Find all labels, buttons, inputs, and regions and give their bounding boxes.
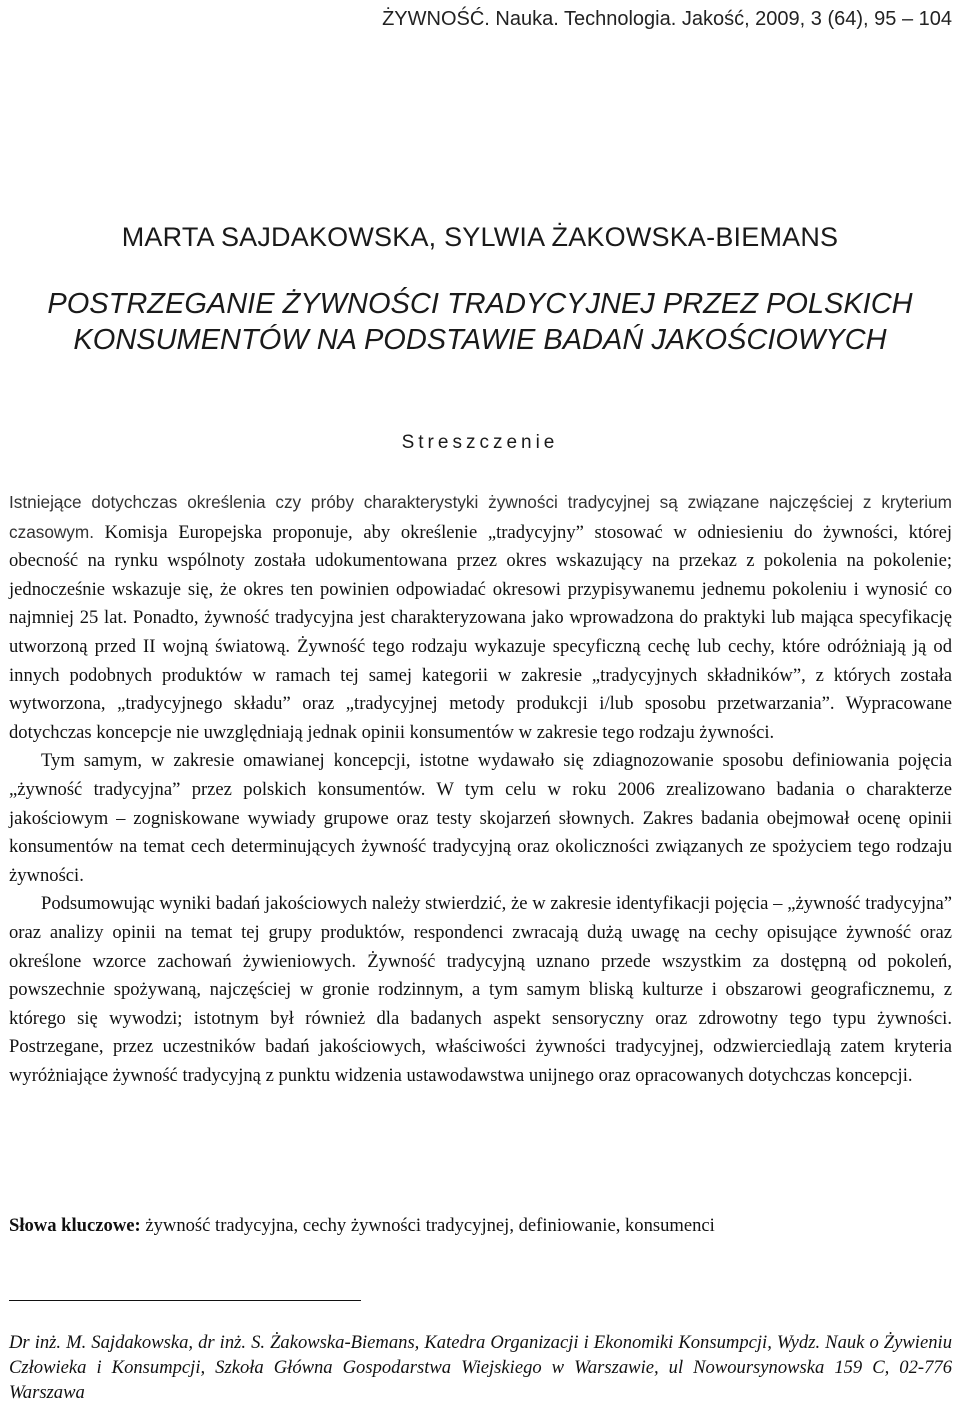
keywords-text: żywność tradycyjna, cechy żywności tradycyjnej, definiowanie, konsumenci (140, 1215, 715, 1236)
journal-header: ŻYWNOŚĆ. Nauka. Technologia. Jakość, 2009, 3 (64), 95 – 104 (382, 8, 952, 30)
abstract-lead-sentence: Istniejące dotychczas określenia czy próby charakterystyki żywności tradycyjnej są związane najczęściej z kryterium czasowym. (9, 492, 952, 542)
keywords-label: Słowa kluczowe: (9, 1215, 141, 1236)
author-affiliation-footnote: Dr inż. M. Sajdakowska, dr inż. S. Żakowska-Biemans, Katedra Organizacji i Ekonomiki Konsumpcji, Wydz. Nauk o Żywieniu Człowieka i Konsumpcji, Szkoła Główna Gospodarstwa Wiejskiego w Warszawie, ul Nowoursynowska 159 C, 02-776 Warszawa (9, 1332, 952, 1403)
abstract-paragraph-2: Tym samym, w zakresie omawianej koncepcji, istotne wydawało się zdiagnozowanie sposobu definiowania pojęcia „żywność tradycyjna” przez polskich konsumentów. W tym celu w roku 2006 zrealizowano badania o charakterze jakościowym – zogniskowane wywiady grupowe oraz testy skojarzeń słownych. Zakres badania obejmował ocenę opinii konsumentów na temat cech determinujących żywność tradycyjną oraz okoliczności związanych ze spożyciem tego rodzaju żywności. (9, 750, 952, 886)
article-authors: MARTA SAJDAKOWSKA, SYLWIA ŻAKOWSKA-BIEMANS (121, 222, 839, 252)
abstract-heading: Streszczenie (401, 432, 559, 453)
article-title (0, 286, 960, 358)
article-title-line-2: KONSUMENTÓW NA PODSTAWIE BADAŃ JAKOŚCIOWYCH (73, 324, 887, 356)
abstract-paragraph-1-rest: Komisja Europejska proponuje, aby określenie „tradycyjny” stosować w odniesieniu do żywności, której obecność na rynku wspólnoty została udokumentowana przez okres wskazujący na przekaz z pokolenia na pokolenie; jednocześnie wskazuje się, że okres ten powinien odpowiadać okresowi przypisywanemu jednemu pokoleniu i wynosić co najmniej 25 lat. Ponadto, żywność tradycyjna jest charakteryzowana jako wprowadzona do praktyki lub mająca specyfikację utworzoną przed II wojną światową. Żywność tego rodzaju wykazuje specyficzną cechę lub cechy, które odróżniają ją od innych podobnych produktów w ramach tej samej kategorii w zakresie „tradycyjnych składników”, z których została wytworzona, „tradycyjnego składu” oraz „tradycyjnej metody produkcji i/lub sposobu przetwarzania”. Wypracowane dotychczas koncepcje nie uwzględniają jednak opinii konsumentów w zakresie tego rodzaju żywności. (9, 521, 952, 743)
abstract-paragraph-1 (9, 488, 952, 747)
abstract-body (9, 488, 952, 1090)
article-title-line-1: POSTRZEGANIE ŻYWNOŚCI TRADYCYJNEJ PRZEZ POLSKICH (47, 288, 913, 320)
abstract-paragraph-3: Podsumowując wyniki badań jakościowych należy stwierdzić, że w zakresie identyfikacji pojęcia – „żywność tradycyjna” oraz analizy opinii na temat tej grupy produktów, respondenci zwracają dużą uwagę na cechy opisujące żywność oraz określone wzorce zachowań żywieniowych. Żywność tradycyjną uznano przede wszystkim za dostępną od pokoleń, powszechnie spożywaną, najczęściej w gronie rodzinnym, a tym samym bliską kulturze i obszarowi geograficznemu, z którego się wywodzi; istotnym był również dla badanych aspekt sensoryczny oraz zdrowotny tego typu żywności. Postrzegane, przez uczestników badań jakościowych, właściwości żywności tradycyjnej, odzwierciedlają zatem kryteria wyróżniające żywność tradycyjną z punktu widzenia ustawodawstwa unijnego oraz opracowanych dotychczas koncepcji. (9, 893, 952, 1086)
keywords (9, 1212, 952, 1240)
footnote-divider (9, 1300, 361, 1301)
